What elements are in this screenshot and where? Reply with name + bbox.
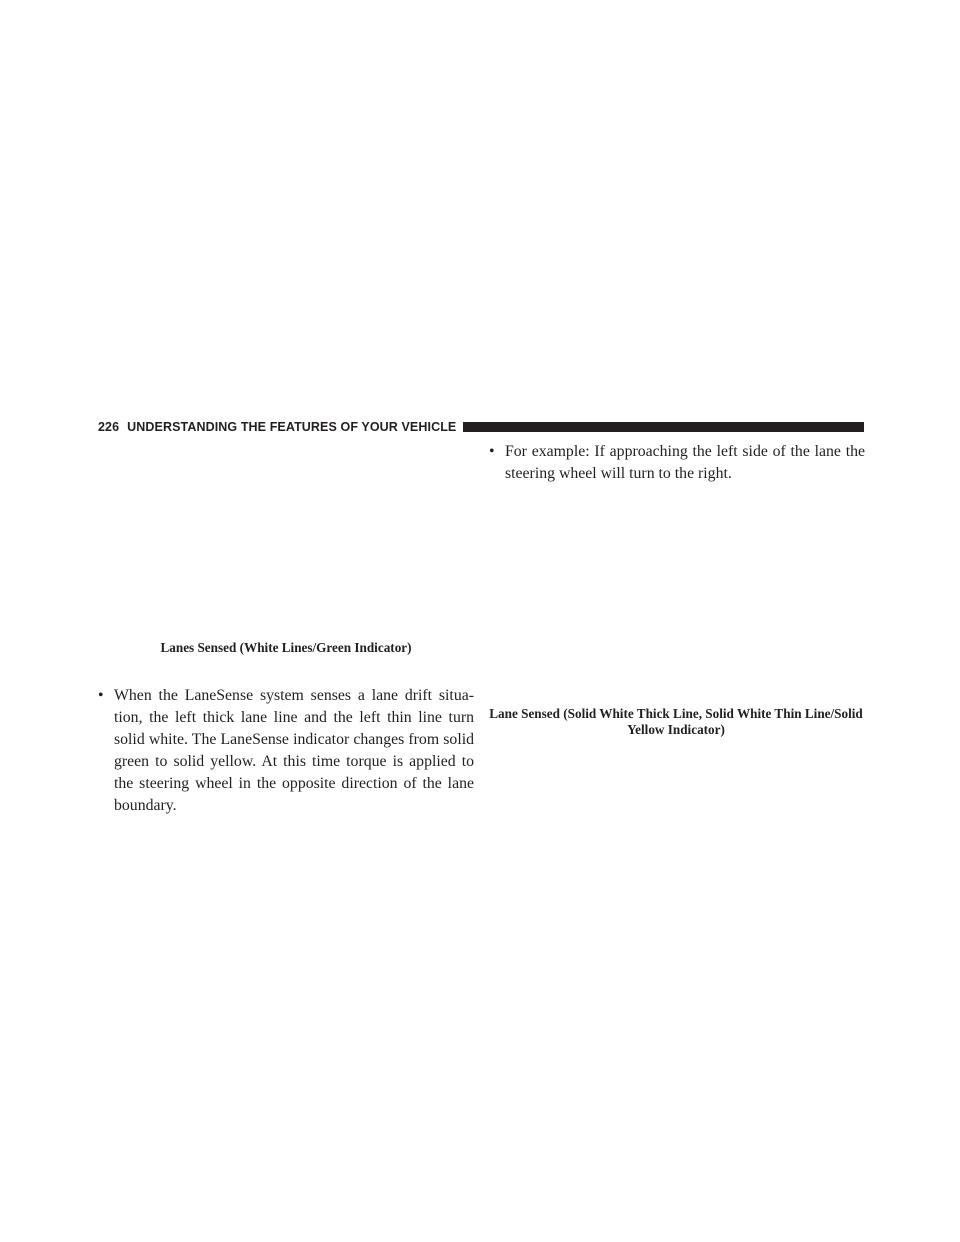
bullet-icon: •	[489, 443, 495, 460]
figure-caption-lanes-sensed: Lanes Sensed (White Lines/Green Indicator)	[160, 640, 412, 655]
page-number: 226	[98, 420, 120, 434]
figure-caption-lane-sensed-solid: Lane Sensed (Solid White Thick Line, Solid White Thin Line/Solid Yellow Indicator)	[489, 706, 863, 737]
section-title: UNDERSTANDING THE FEATURES OF YOUR VEHICLE	[127, 420, 457, 434]
bullet-lane-drift	[98, 685, 474, 817]
bullet-text-example: For example: If approaching the left side of the lane the steering wheel will turn to the right.	[505, 443, 865, 482]
page-header	[98, 418, 864, 436]
bullet-example	[489, 441, 865, 485]
bullet-text-lane-drift: When the LaneSense system senses a lane drift situa-tion, the left thick lane line and the left thin line turn solid white. The LaneSense indicator changes from solid green to solid yellow. At this time torque is applied to the steering wheel in the opposite direction of the lane boundary.	[114, 687, 474, 814]
header-rule	[463, 422, 864, 432]
bullet-icon: •	[98, 687, 104, 704]
